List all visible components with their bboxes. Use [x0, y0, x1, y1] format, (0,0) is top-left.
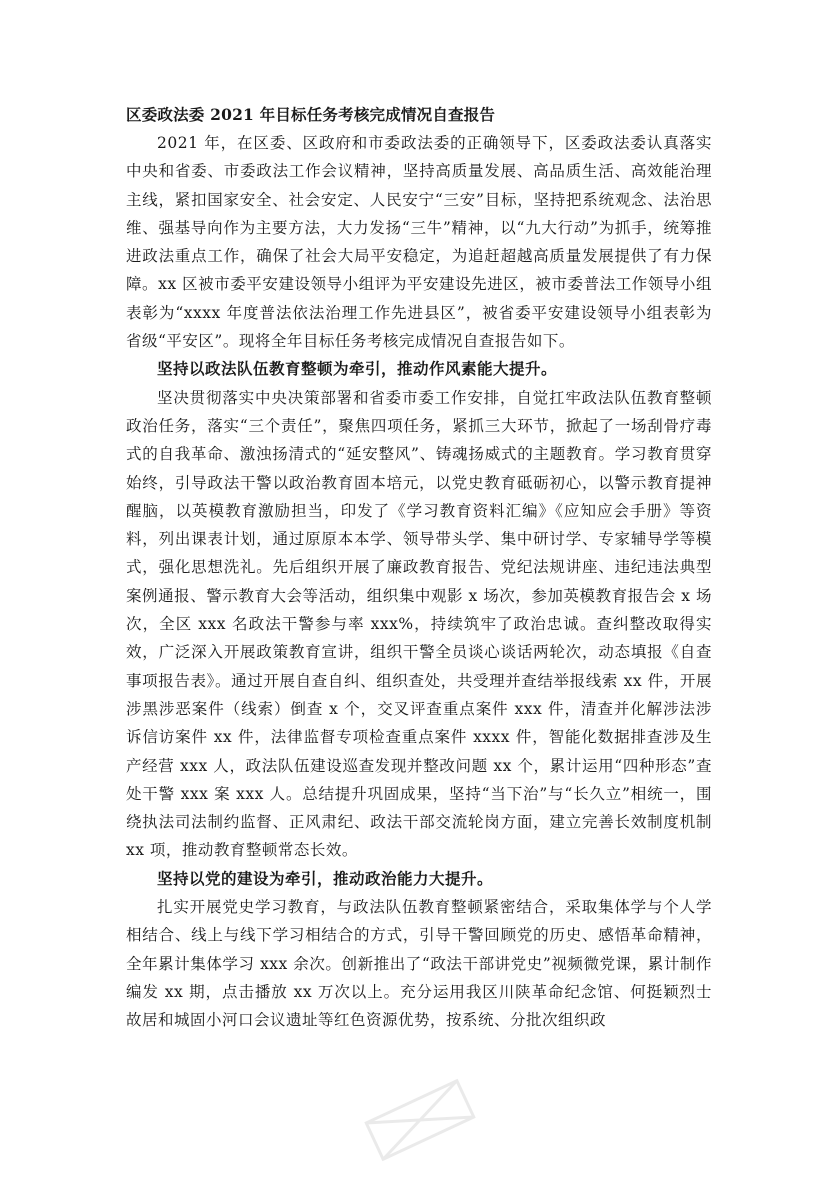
document-body — [126, 101, 712, 1035]
document-title: 区委政法委 2021 年目标任务考核完成情况自查报告 — [126, 105, 496, 124]
section-1-heading: 坚持以政法队伍教育整顿为牵引，推动作风素能大提升。 — [157, 359, 558, 379]
watermark-icon — [349, 1058, 492, 1181]
section-2-paragraph: 扎实开展党史学习教育，与政法队伍教育整顿紧密结合，采取集体学与个人学相结合、线上与线下学习相结合的方式，引导干警回顾党的历史、感悟革命精神，全年累计集体学习 xxx 余次。创新推出了“政法干部讲党史”视频微党课，累计制作编发 xx 期，点击播放 xx 万次以上。充分运用我区川陕革命纪念馆、何挺颖烈士故居和城固小河口会议遗址等红色资源优势，按系统、分批次组织政 — [126, 898, 712, 1030]
intro-paragraph: 2021 年，在区委、区政府和市委政法委的正确领导下，区委政法委认真落实中央和省委、市委政法工作会议精神，坚持高质量发展、高品质生活、高效能治理主线，紧扣国家安全、社会安定、人民安宁“三安”目标，坚持把系统观念、法治思维、强基导向作为主要方法，大力发扬“三牛”精神，以“九大行动”为抓手，统筹推进政法重点工作，确保了社会大局平安稳定，为追赶超越高质量发展提供了有力保障。xx 区被市委平安建设领导小组评为平安建设先进区，被市委普法工作领导小组表彰为“xxxx 年度普法依法治理工作先进县区”，被省委平安建设领导小组表彰为省级“平安区”。现将全年目标任务考核完成情况自查报告如下。 — [126, 134, 712, 351]
section-1-paragraph: 坚决贯彻落实中央决策部署和省委市委工作安排，自觉扛牢政法队伍教育整顿政治任务，落实“三个责任”，聚焦四项任务，紧抓三大环节，掀起了一场刮骨疗毒式的自我革命、激浊扬清式的“延安整风”、铸魂扬威式的主题教育。学习教育贯穿始终，引导政法干警以政治教育固本培元，以党史教育砥砺初心，以警示教育提神醒脑，以英模教育激励担当，印发了《学习教育资料汇编》《应知应会手册》等资料，列出课表计划，通过原原本本学、领导带头学、集中研讨学、专家辅导学等模式，强化思想洗礼。先后组织开展了廉政教育报告、党纪法规讲座、违纪违法典型案例通报、警示教育大会等活动，组织集中观影 x 场次，参加英模教育报告会 x 场次，全区 xxx 名政法干警参与率 xxx%，持续筑牢了政治忠诚。查纠整改取得实效，广泛深入开展政策教育宣讲，组织干警全员谈心谈话两轮次，动态填报《自查事项报告表》。通过开展自查自纠、组织查处，共受理并查结举报线索 xx 件，开展涉黑涉恶案件（线索）倒查 x 个，交叉评查重点案件 xxx 件，清查并化解涉法涉诉信访案件 xx 件，法律监督专项检查重点案件 xxxx 件，智能化数据排查涉及生产经营 xxx 人，政法队伍建设巡查发现并整改问题 xx 个，累计运用“四种形态”查处干警 xxx 案 xxx 人。总结提升巩固成果，坚持“当下治”与“长久立”相统一，围绕执法司法制约监督、正风肃纪、政法干部交流轮岗方面，建立完善长效制度机制 xx 项，推动教育整顿常态长效。 — [126, 388, 712, 860]
section-2-heading: 坚持以党的建设为牵引，推动政治能力大提升。 — [157, 868, 494, 888]
